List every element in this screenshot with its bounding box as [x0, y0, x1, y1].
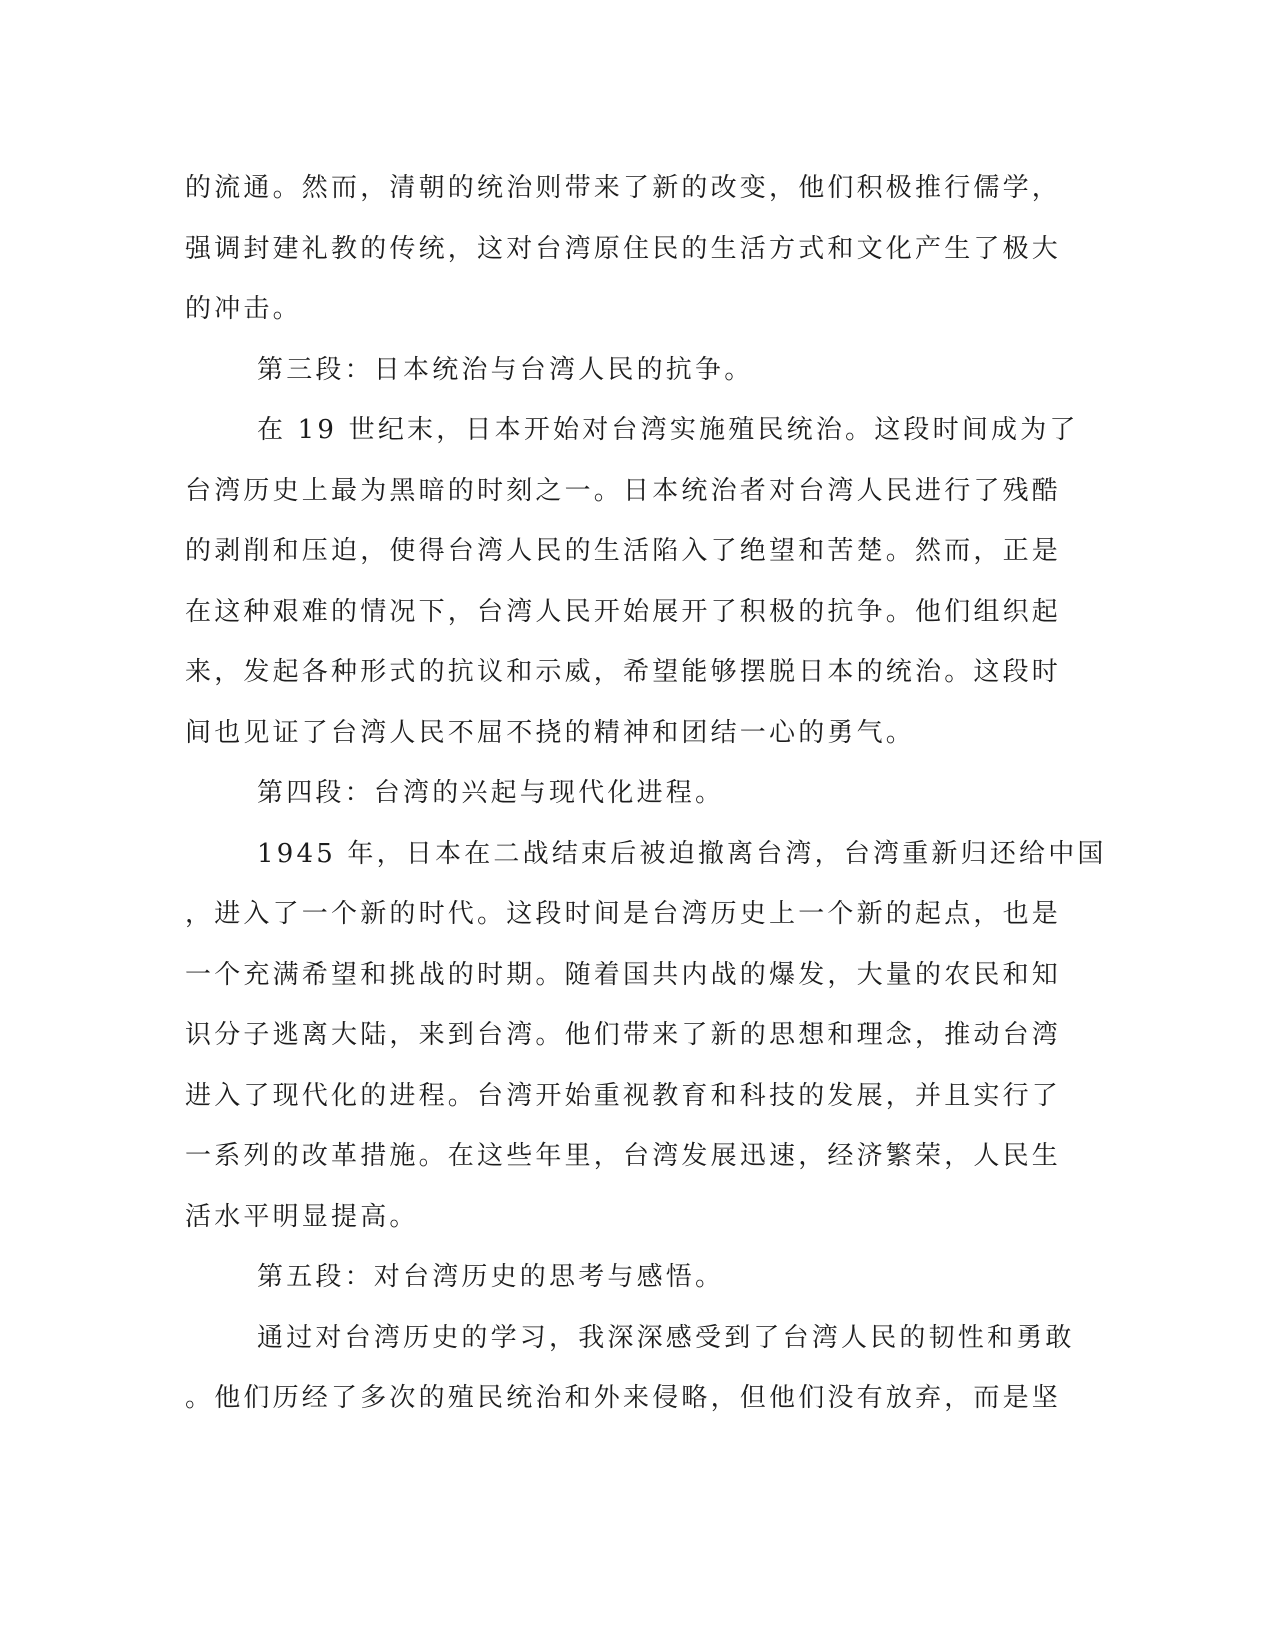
- text-line: 一系列的改革措施。在这些年里，台湾发展迅速，经济繁荣，人民生: [185, 1141, 1062, 1171]
- text-line: 强调封建礼教的传统，这对台湾原住民的生活方式和文化产生了极大: [185, 233, 1062, 264]
- document-body: [185, 158, 1107, 1429]
- text-line: 识分子逃离大陆，来到台湾。他们带来了新的思想和理念，推动台湾: [185, 1020, 1062, 1050]
- text-line: 来，发起各种形式的抗议和示威，希望能够摆脱日本的统治。这段时: [185, 657, 1062, 687]
- text-line: 的流通。然而，清朝的统治则带来了新的改变，他们积极推行儒学，: [185, 173, 1062, 203]
- section-heading: 第五段：对台湾历史的思考与感悟。: [257, 1262, 725, 1292]
- text-line: ，进入了一个新的时代。这段时间是台湾历史上一个新的起点，也是: [185, 899, 1062, 929]
- text-line: 在这种艰难的情况下，台湾人民开始展开了积极的抗争。他们组织起: [185, 596, 1062, 627]
- text-line: 一个充满希望和挑战的时期。随着国共内战的爆发，大量的农民和知: [185, 959, 1062, 990]
- paragraph-section-5: [185, 1308, 1085, 1429]
- text-line: 台湾历史上最为黑暗的时刻之一。日本统治者对台湾人民进行了残酷: [185, 475, 1062, 506]
- text-line: 的冲击。: [185, 294, 302, 324]
- text-line: 1945 年，日本在二战结束后被迫撤离台湾，台湾重新归还给中国: [257, 838, 1107, 869]
- text-line: 通过对台湾历史的学习，我深深感受到了台湾人民的韧性和勇敢: [257, 1322, 1075, 1353]
- heading-section-4: [185, 763, 1085, 824]
- text-line: 。他们历经了多次的殖民统治和外来侵略，但他们没有放弃，而是坚: [185, 1383, 1062, 1413]
- paragraph-section-3: [185, 400, 1085, 763]
- text-line: 的剥削和压迫，使得台湾人民的生活陷入了绝望和苦楚。然而，正是: [185, 536, 1062, 566]
- heading-section-5: [185, 1247, 1085, 1308]
- section-heading: 第三段：日本统治与台湾人民的抗争。: [257, 354, 754, 385]
- paragraph-continued: [185, 158, 1085, 340]
- heading-section-3: [185, 340, 1085, 401]
- text-line: 进入了现代化的进程。台湾开始重视教育和科技的发展，并且实行了: [185, 1080, 1062, 1111]
- section-heading: 第四段：台湾的兴起与现代化进程。: [257, 778, 725, 808]
- text-line: 间也见证了台湾人民不屈不挠的精神和团结一心的勇气。: [185, 717, 916, 748]
- paragraph-section-4: [185, 824, 1107, 1248]
- text-line: 活水平明显提高。: [185, 1201, 419, 1232]
- text-line: 在 19 世纪末，日本开始对台湾实施殖民统治。这段时间成为了: [257, 415, 1079, 445]
